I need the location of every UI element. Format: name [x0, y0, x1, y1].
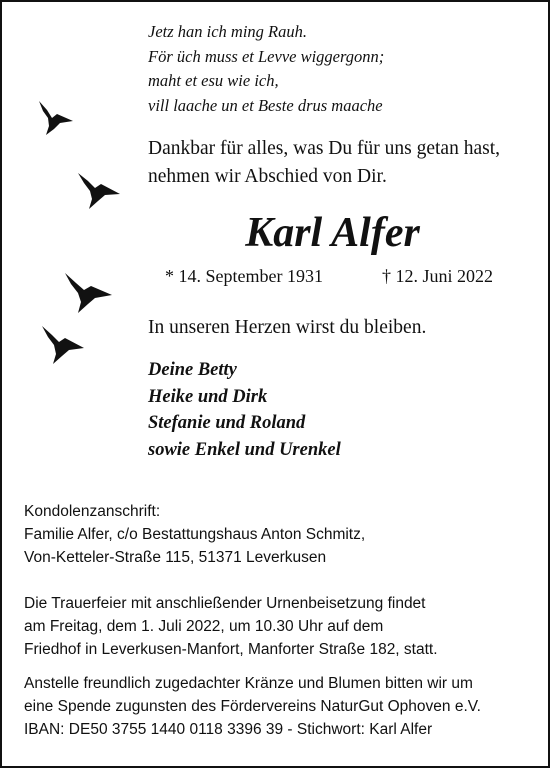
thanks-line: nehmen wir Abschied von Dir.: [148, 166, 387, 187]
address-line: Familie Alfer, c/o Bestattungshaus Anton Schmitz,: [24, 526, 366, 543]
poem-line: Jetz han ich ming Rauh.: [148, 22, 308, 41]
donation-line: eine Spende zugunsten des Fördervereins NaturGut Ophoven e.V.: [24, 698, 481, 715]
thanks-line: Dankbar für alles, was Du für uns getan hast,: [148, 138, 500, 159]
poem-line: maht et esu wie ich,: [148, 71, 279, 90]
address-line: Von-Ketteler-Straße 115, 51371 Leverkusen: [24, 549, 327, 566]
mourner: Stefanie und Roland: [148, 413, 306, 433]
donation-line: IBAN: DE50 3755 1440 0118 3396 39 - Stichwort: Karl Alfer: [24, 721, 433, 738]
remembrance-line: In unseren Herzen wirst du bleiben.: [148, 317, 427, 338]
poem: [148, 20, 538, 118]
donation-line: Anstelle freundlich zugedachter Kränze und Blumen bitten wir um: [24, 675, 473, 692]
poem-line: För üch muss et Levve wiggergonn;: [148, 46, 385, 66]
funeral-line: am Freitag, dem 1. Juli 2022, um 10.30 Uhr auf dem: [24, 618, 384, 635]
bird-icon: [36, 98, 76, 138]
donation-info: [24, 672, 534, 741]
mourners-list: [148, 357, 341, 463]
death-date: † 12. Juni 2022: [382, 266, 494, 286]
bird-icon: [76, 170, 122, 212]
bird-icon: [62, 270, 114, 316]
mourner: Heike und Dirk: [148, 386, 268, 407]
bird-icon: [40, 323, 86, 367]
address-line: Kondolenzanschrift:: [24, 503, 161, 520]
condolence-address: [24, 500, 534, 569]
birth-date: * 14. September 1931: [165, 266, 323, 286]
poem-line: vill laache un et Beste drus maache: [148, 95, 383, 115]
deceased-name: Karl Alfer: [245, 210, 420, 256]
mourner: sowie Enkel und Urenkel: [148, 439, 341, 460]
thanks-text: [148, 135, 543, 191]
funeral-info: [24, 592, 534, 661]
funeral-line: Friedhof in Leverkusen-Manfort, Manforter Straße 182, statt.: [24, 641, 438, 658]
mourner: Deine Betty: [148, 360, 237, 380]
funeral-line: Die Trauerfeier mit anschließender Urnenbeisetzung findet: [24, 595, 426, 612]
